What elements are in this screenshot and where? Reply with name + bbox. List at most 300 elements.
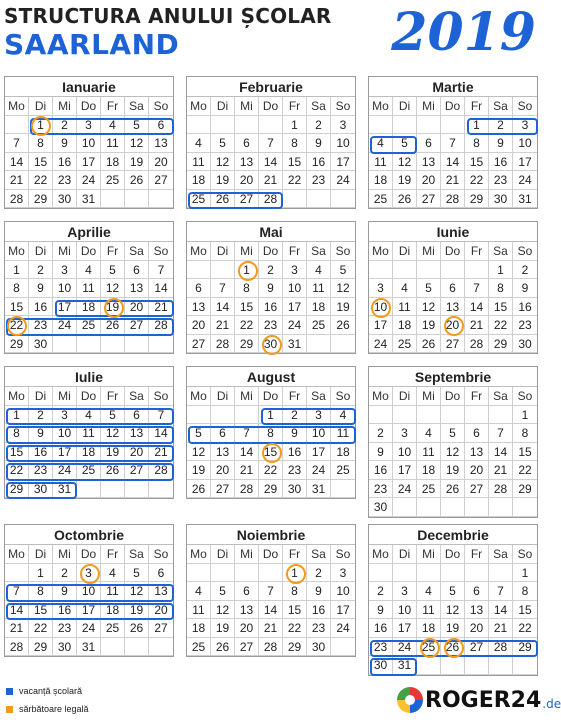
- day-cell[interactable]: 1: [513, 406, 537, 425]
- day-cell[interactable]: 10: [307, 424, 331, 443]
- day-cell[interactable]: 7: [149, 261, 173, 280]
- day-cell[interactable]: 28: [5, 190, 29, 209]
- day-cell[interactable]: 23: [369, 480, 393, 499]
- day-cell[interactable]: 14: [441, 153, 465, 172]
- day-cell[interactable]: 15: [5, 443, 29, 462]
- day-cell[interactable]: 13: [465, 443, 489, 462]
- day-cell[interactable]: 7: [259, 582, 283, 601]
- day-cell[interactable]: 27: [149, 171, 173, 190]
- day-cell[interactable]: 22: [29, 171, 53, 190]
- day-cell[interactable]: 8: [29, 134, 53, 153]
- brand-logo[interactable]: [397, 686, 561, 714]
- day-cell[interactable]: 29: [489, 335, 513, 354]
- day-cell[interactable]: 26: [441, 638, 465, 657]
- day-cell[interactable]: 4: [393, 279, 417, 298]
- day-cell[interactable]: 8: [5, 424, 29, 443]
- day-cell[interactable]: 5: [441, 582, 465, 601]
- day-cell[interactable]: 1: [235, 261, 259, 280]
- day-cell[interactable]: 16: [53, 601, 77, 620]
- day-cell[interactable]: 9: [369, 443, 393, 462]
- day-cell[interactable]: 27: [465, 638, 489, 657]
- day-cell[interactable]: 12: [211, 601, 235, 620]
- day-cell[interactable]: 31: [77, 190, 101, 209]
- day-cell[interactable]: 8: [29, 582, 53, 601]
- day-cell[interactable]: 28: [259, 638, 283, 657]
- day-cell[interactable]: 16: [513, 298, 537, 317]
- day-cell[interactable]: 28: [149, 461, 173, 480]
- day-cell[interactable]: 19: [101, 298, 125, 317]
- day-cell[interactable]: 20: [149, 601, 173, 620]
- day-cell[interactable]: 6: [465, 424, 489, 443]
- day-cell[interactable]: 15: [5, 298, 29, 317]
- day-cell[interactable]: 28: [489, 480, 513, 499]
- day-cell[interactable]: 15: [513, 443, 537, 462]
- day-cell[interactable]: 3: [53, 261, 77, 280]
- day-cell[interactable]: 16: [307, 601, 331, 620]
- day-cell[interactable]: 21: [489, 619, 513, 638]
- day-cell[interactable]: 31: [283, 335, 307, 354]
- day-cell[interactable]: 11: [393, 298, 417, 317]
- day-cell[interactable]: 16: [369, 461, 393, 480]
- day-cell[interactable]: 7: [259, 134, 283, 153]
- day-cell[interactable]: 19: [125, 153, 149, 172]
- day-cell[interactable]: 5: [101, 406, 125, 425]
- day-cell[interactable]: 7: [465, 279, 489, 298]
- day-cell[interactable]: 9: [29, 424, 53, 443]
- day-cell[interactable]: 24: [331, 171, 355, 190]
- day-cell[interactable]: 28: [149, 316, 173, 335]
- day-cell[interactable]: 6: [211, 424, 235, 443]
- day-cell[interactable]: 24: [369, 335, 393, 354]
- day-cell[interactable]: 30: [369, 656, 393, 675]
- day-cell[interactable]: 29: [29, 190, 53, 209]
- day-cell[interactable]: 20: [465, 619, 489, 638]
- day-cell[interactable]: 19: [331, 298, 355, 317]
- day-cell[interactable]: 26: [101, 461, 125, 480]
- day-cell[interactable]: 22: [235, 316, 259, 335]
- day-cell[interactable]: 5: [125, 116, 149, 135]
- day-cell[interactable]: 29: [259, 480, 283, 499]
- day-cell[interactable]: 11: [77, 424, 101, 443]
- day-cell[interactable]: 21: [235, 461, 259, 480]
- day-cell[interactable]: 29: [465, 190, 489, 209]
- day-cell[interactable]: 1: [29, 116, 53, 135]
- day-cell[interactable]: 10: [77, 582, 101, 601]
- day-cell[interactable]: 6: [235, 582, 259, 601]
- day-cell[interactable]: 14: [211, 298, 235, 317]
- day-cell[interactable]: 25: [417, 638, 441, 657]
- day-cell[interactable]: 25: [331, 461, 355, 480]
- day-cell[interactable]: 26: [125, 171, 149, 190]
- day-cell[interactable]: 28: [259, 190, 283, 209]
- day-cell[interactable]: 25: [101, 619, 125, 638]
- day-cell[interactable]: 2: [283, 406, 307, 425]
- day-cell[interactable]: 13: [235, 153, 259, 172]
- day-cell[interactable]: 8: [513, 582, 537, 601]
- day-cell[interactable]: 15: [235, 298, 259, 317]
- day-cell[interactable]: 3: [369, 279, 393, 298]
- day-cell[interactable]: 27: [211, 480, 235, 499]
- day-cell[interactable]: 28: [441, 190, 465, 209]
- day-cell[interactable]: 21: [465, 316, 489, 335]
- day-cell[interactable]: 14: [235, 443, 259, 462]
- day-cell[interactable]: 21: [441, 171, 465, 190]
- day-cell[interactable]: 17: [307, 443, 331, 462]
- day-cell[interactable]: 26: [211, 638, 235, 657]
- day-cell[interactable]: 2: [53, 564, 77, 583]
- day-cell[interactable]: 31: [77, 638, 101, 657]
- day-cell[interactable]: 2: [369, 424, 393, 443]
- day-cell[interactable]: 9: [369, 601, 393, 620]
- day-cell[interactable]: 11: [417, 443, 441, 462]
- day-cell[interactable]: 10: [53, 424, 77, 443]
- day-cell[interactable]: 19: [441, 619, 465, 638]
- day-cell[interactable]: 24: [393, 480, 417, 499]
- day-cell[interactable]: 17: [77, 153, 101, 172]
- day-cell[interactable]: 2: [259, 261, 283, 280]
- day-cell[interactable]: 18: [187, 171, 211, 190]
- day-cell[interactable]: 3: [283, 261, 307, 280]
- day-cell[interactable]: 4: [417, 582, 441, 601]
- day-cell[interactable]: 27: [149, 619, 173, 638]
- day-cell[interactable]: 20: [125, 298, 149, 317]
- day-cell[interactable]: 8: [5, 279, 29, 298]
- day-cell[interactable]: 15: [29, 601, 53, 620]
- day-cell[interactable]: 12: [441, 601, 465, 620]
- day-cell[interactable]: 9: [53, 582, 77, 601]
- day-cell[interactable]: 3: [393, 582, 417, 601]
- day-cell[interactable]: 4: [77, 261, 101, 280]
- day-cell[interactable]: 12: [331, 279, 355, 298]
- day-cell[interactable]: 21: [259, 619, 283, 638]
- day-cell[interactable]: 4: [187, 134, 211, 153]
- day-cell[interactable]: 13: [187, 298, 211, 317]
- day-cell[interactable]: 10: [77, 134, 101, 153]
- day-cell[interactable]: 22: [513, 619, 537, 638]
- day-cell[interactable]: 29: [513, 638, 537, 657]
- day-cell[interactable]: 19: [101, 443, 125, 462]
- day-cell[interactable]: 15: [513, 601, 537, 620]
- day-cell[interactable]: 10: [331, 582, 355, 601]
- day-cell[interactable]: 17: [393, 461, 417, 480]
- day-cell[interactable]: 25: [187, 638, 211, 657]
- day-cell[interactable]: 2: [513, 261, 537, 280]
- day-cell[interactable]: 13: [211, 443, 235, 462]
- day-cell[interactable]: 10: [53, 279, 77, 298]
- day-cell[interactable]: 24: [513, 171, 537, 190]
- day-cell[interactable]: 6: [149, 116, 173, 135]
- day-cell[interactable]: 30: [29, 335, 53, 354]
- day-cell[interactable]: 15: [283, 601, 307, 620]
- day-cell[interactable]: 18: [101, 601, 125, 620]
- day-cell[interactable]: 12: [393, 153, 417, 172]
- day-cell[interactable]: 14: [465, 298, 489, 317]
- day-cell[interactable]: 12: [441, 443, 465, 462]
- day-cell[interactable]: 11: [77, 279, 101, 298]
- day-cell[interactable]: 16: [307, 153, 331, 172]
- day-cell[interactable]: 23: [259, 316, 283, 335]
- day-cell[interactable]: 31: [393, 656, 417, 675]
- day-cell[interactable]: 18: [369, 171, 393, 190]
- day-cell[interactable]: 10: [331, 134, 355, 153]
- day-cell[interactable]: 5: [417, 279, 441, 298]
- day-cell[interactable]: 24: [331, 619, 355, 638]
- day-cell[interactable]: 28: [5, 638, 29, 657]
- day-cell[interactable]: 22: [29, 619, 53, 638]
- day-cell[interactable]: 16: [53, 153, 77, 172]
- day-cell[interactable]: 19: [125, 601, 149, 620]
- day-cell[interactable]: 3: [77, 564, 101, 583]
- day-cell[interactable]: 19: [187, 461, 211, 480]
- day-cell[interactable]: 15: [29, 153, 53, 172]
- day-cell[interactable]: 12: [211, 153, 235, 172]
- day-cell[interactable]: 9: [283, 424, 307, 443]
- day-cell[interactable]: 3: [331, 564, 355, 583]
- day-cell[interactable]: 28: [489, 638, 513, 657]
- day-cell[interactable]: 8: [513, 424, 537, 443]
- day-cell[interactable]: 17: [53, 298, 77, 317]
- day-cell[interactable]: 7: [5, 582, 29, 601]
- day-cell[interactable]: 13: [125, 424, 149, 443]
- day-cell[interactable]: 17: [513, 153, 537, 172]
- day-cell[interactable]: 3: [53, 406, 77, 425]
- day-cell[interactable]: 22: [513, 461, 537, 480]
- day-cell[interactable]: 19: [211, 171, 235, 190]
- day-cell[interactable]: 18: [331, 443, 355, 462]
- day-cell[interactable]: 18: [77, 443, 101, 462]
- day-cell[interactable]: 23: [369, 638, 393, 657]
- day-cell[interactable]: 30: [513, 335, 537, 354]
- day-cell[interactable]: 15: [489, 298, 513, 317]
- day-cell[interactable]: 11: [101, 134, 125, 153]
- day-cell[interactable]: 23: [513, 316, 537, 335]
- day-cell[interactable]: 1: [283, 116, 307, 135]
- day-cell[interactable]: 11: [331, 424, 355, 443]
- day-cell[interactable]: 25: [101, 171, 125, 190]
- day-cell[interactable]: 28: [235, 480, 259, 499]
- day-cell[interactable]: 23: [53, 171, 77, 190]
- day-cell[interactable]: 23: [29, 316, 53, 335]
- day-cell[interactable]: 18: [307, 298, 331, 317]
- day-cell[interactable]: 20: [465, 461, 489, 480]
- day-cell[interactable]: 30: [53, 638, 77, 657]
- day-cell[interactable]: 5: [211, 134, 235, 153]
- day-cell[interactable]: 13: [235, 601, 259, 620]
- day-cell[interactable]: 24: [307, 461, 331, 480]
- day-cell[interactable]: 14: [259, 601, 283, 620]
- day-cell[interactable]: 18: [77, 298, 101, 317]
- day-cell[interactable]: 20: [149, 153, 173, 172]
- day-cell[interactable]: 21: [5, 171, 29, 190]
- day-cell[interactable]: 13: [441, 298, 465, 317]
- day-cell[interactable]: 11: [369, 153, 393, 172]
- day-cell[interactable]: 27: [125, 461, 149, 480]
- day-cell[interactable]: 26: [393, 190, 417, 209]
- day-cell[interactable]: 16: [29, 443, 53, 462]
- day-cell[interactable]: 29: [5, 480, 29, 499]
- day-cell[interactable]: 22: [283, 171, 307, 190]
- day-cell[interactable]: 4: [331, 406, 355, 425]
- day-cell[interactable]: 26: [331, 316, 355, 335]
- day-cell[interactable]: 26: [441, 480, 465, 499]
- day-cell[interactable]: 2: [489, 116, 513, 135]
- day-cell[interactable]: 2: [307, 116, 331, 135]
- day-cell[interactable]: 18: [101, 153, 125, 172]
- day-cell[interactable]: 22: [5, 316, 29, 335]
- day-cell[interactable]: 6: [187, 279, 211, 298]
- day-cell[interactable]: 26: [211, 190, 235, 209]
- day-cell[interactable]: 24: [77, 619, 101, 638]
- day-cell[interactable]: 23: [53, 619, 77, 638]
- day-cell[interactable]: 21: [211, 316, 235, 335]
- day-cell[interactable]: 3: [77, 116, 101, 135]
- day-cell[interactable]: 30: [489, 190, 513, 209]
- day-cell[interactable]: 27: [187, 335, 211, 354]
- day-cell[interactable]: 13: [465, 601, 489, 620]
- day-cell[interactable]: 20: [417, 171, 441, 190]
- day-cell[interactable]: 10: [283, 279, 307, 298]
- day-cell[interactable]: 27: [417, 190, 441, 209]
- day-cell[interactable]: 2: [53, 116, 77, 135]
- day-cell[interactable]: 16: [369, 619, 393, 638]
- day-cell[interactable]: 15: [259, 443, 283, 462]
- day-cell[interactable]: 26: [417, 335, 441, 354]
- day-cell[interactable]: 30: [53, 190, 77, 209]
- day-cell[interactable]: 25: [187, 190, 211, 209]
- day-cell[interactable]: 14: [489, 601, 513, 620]
- day-cell[interactable]: 12: [417, 298, 441, 317]
- day-cell[interactable]: 14: [5, 153, 29, 172]
- day-cell[interactable]: 7: [5, 134, 29, 153]
- day-cell[interactable]: 19: [393, 171, 417, 190]
- day-cell[interactable]: 9: [307, 582, 331, 601]
- day-cell[interactable]: 5: [125, 564, 149, 583]
- day-cell[interactable]: 4: [101, 564, 125, 583]
- day-cell[interactable]: 20: [187, 316, 211, 335]
- day-cell[interactable]: 3: [331, 116, 355, 135]
- day-cell[interactable]: 31: [513, 190, 537, 209]
- day-cell[interactable]: 24: [53, 316, 77, 335]
- day-cell[interactable]: 30: [307, 638, 331, 657]
- day-cell[interactable]: 4: [77, 406, 101, 425]
- day-cell[interactable]: 16: [259, 298, 283, 317]
- day-cell[interactable]: 22: [465, 171, 489, 190]
- day-cell[interactable]: 14: [149, 424, 173, 443]
- day-cell[interactable]: 20: [441, 316, 465, 335]
- day-cell[interactable]: 17: [77, 601, 101, 620]
- day-cell[interactable]: 26: [101, 316, 125, 335]
- day-cell[interactable]: 12: [187, 443, 211, 462]
- day-cell[interactable]: 21: [149, 443, 173, 462]
- day-cell[interactable]: 24: [53, 461, 77, 480]
- day-cell[interactable]: 11: [187, 601, 211, 620]
- day-cell[interactable]: 9: [53, 134, 77, 153]
- day-cell[interactable]: 15: [465, 153, 489, 172]
- day-cell[interactable]: 12: [125, 134, 149, 153]
- day-cell[interactable]: 29: [235, 335, 259, 354]
- day-cell[interactable]: 25: [77, 461, 101, 480]
- day-cell[interactable]: 27: [441, 335, 465, 354]
- day-cell[interactable]: 22: [489, 316, 513, 335]
- day-cell[interactable]: 9: [29, 279, 53, 298]
- day-cell[interactable]: 6: [465, 582, 489, 601]
- day-cell[interactable]: 2: [29, 261, 53, 280]
- day-cell[interactable]: 12: [101, 424, 125, 443]
- day-cell[interactable]: 4: [187, 582, 211, 601]
- day-cell[interactable]: 28: [211, 335, 235, 354]
- day-cell[interactable]: 18: [393, 316, 417, 335]
- day-cell[interactable]: 5: [441, 424, 465, 443]
- day-cell[interactable]: 23: [283, 461, 307, 480]
- day-cell[interactable]: 13: [125, 279, 149, 298]
- day-cell[interactable]: 5: [331, 261, 355, 280]
- day-cell[interactable]: 17: [331, 601, 355, 620]
- day-cell[interactable]: 18: [417, 461, 441, 480]
- day-cell[interactable]: 30: [29, 480, 53, 499]
- day-cell[interactable]: 26: [125, 619, 149, 638]
- day-cell[interactable]: 22: [283, 619, 307, 638]
- day-cell[interactable]: 9: [259, 279, 283, 298]
- day-cell[interactable]: 7: [489, 582, 513, 601]
- day-cell[interactable]: 30: [259, 335, 283, 354]
- day-cell[interactable]: 17: [283, 298, 307, 317]
- day-cell[interactable]: 14: [5, 601, 29, 620]
- day-cell[interactable]: 20: [235, 619, 259, 638]
- day-cell[interactable]: 9: [307, 134, 331, 153]
- day-cell[interactable]: 14: [489, 443, 513, 462]
- day-cell[interactable]: 21: [489, 461, 513, 480]
- day-cell[interactable]: 15: [283, 153, 307, 172]
- day-cell[interactable]: 11: [417, 601, 441, 620]
- day-cell[interactable]: 18: [187, 619, 211, 638]
- day-cell[interactable]: 6: [235, 134, 259, 153]
- day-cell[interactable]: 23: [307, 171, 331, 190]
- day-cell[interactable]: 8: [489, 279, 513, 298]
- day-cell[interactable]: 4: [307, 261, 331, 280]
- day-cell[interactable]: 18: [417, 619, 441, 638]
- day-cell[interactable]: 29: [283, 638, 307, 657]
- day-cell[interactable]: 27: [465, 480, 489, 499]
- day-cell[interactable]: 8: [283, 134, 307, 153]
- day-cell[interactable]: 22: [259, 461, 283, 480]
- day-cell[interactable]: 7: [235, 424, 259, 443]
- day-cell[interactable]: 6: [441, 279, 465, 298]
- day-cell[interactable]: 6: [149, 564, 173, 583]
- day-cell[interactable]: 7: [149, 406, 173, 425]
- day-cell[interactable]: 8: [259, 424, 283, 443]
- day-cell[interactable]: 1: [513, 564, 537, 583]
- day-cell[interactable]: 9: [513, 279, 537, 298]
- day-cell[interactable]: 25: [77, 316, 101, 335]
- day-cell[interactable]: 5: [187, 424, 211, 443]
- day-cell[interactable]: 11: [101, 582, 125, 601]
- day-cell[interactable]: 23: [307, 619, 331, 638]
- day-cell[interactable]: 28: [465, 335, 489, 354]
- day-cell[interactable]: 29: [5, 335, 29, 354]
- day-cell[interactable]: 20: [125, 443, 149, 462]
- day-cell[interactable]: 30: [283, 480, 307, 499]
- day-cell[interactable]: 27: [235, 638, 259, 657]
- day-cell[interactable]: 21: [149, 298, 173, 317]
- day-cell[interactable]: 1: [465, 116, 489, 135]
- day-cell[interactable]: 16: [489, 153, 513, 172]
- day-cell[interactable]: 10: [393, 601, 417, 620]
- day-cell[interactable]: 10: [393, 443, 417, 462]
- day-cell[interactable]: 1: [5, 261, 29, 280]
- day-cell[interactable]: 5: [211, 582, 235, 601]
- day-cell[interactable]: 9: [489, 134, 513, 153]
- day-cell[interactable]: 14: [259, 153, 283, 172]
